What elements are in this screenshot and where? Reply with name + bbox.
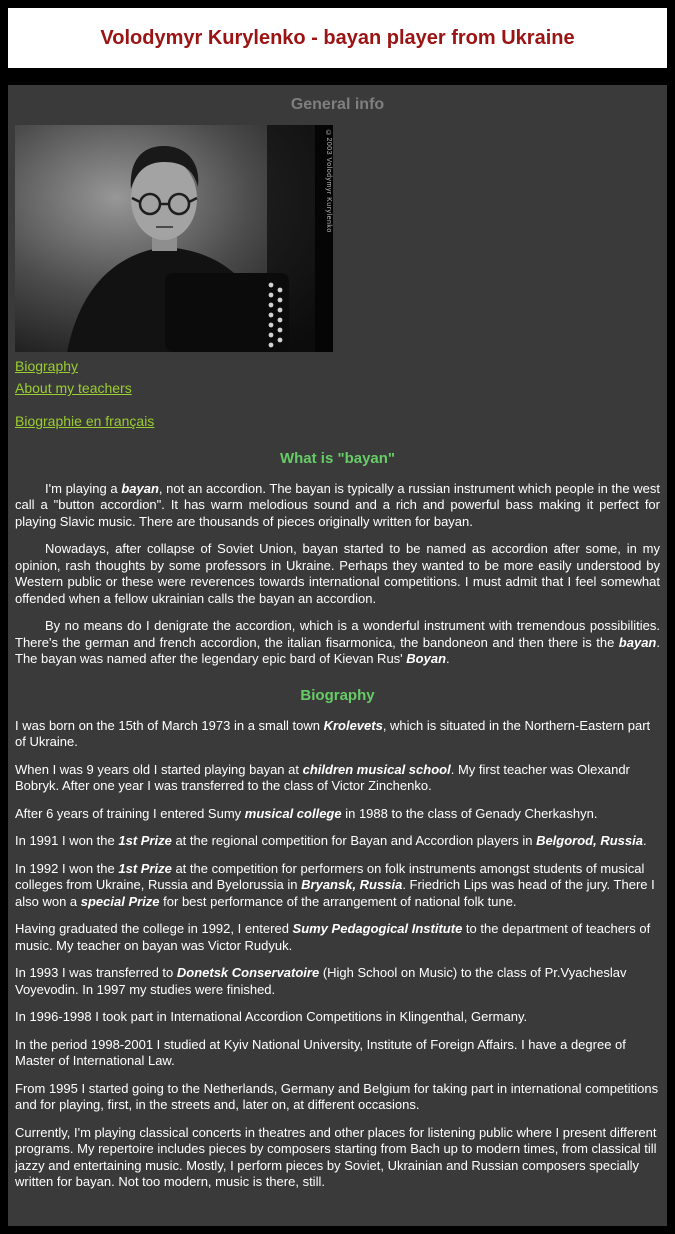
bio-paragraph-11: Currently, I'm playing classical concerts in theatres and other places for listening public where I present different programs. My repertoire includes pieces by composers starting from Bach up to modern times, from classical till jazzy and entertaining music. Mostly, I perform pieces by Soviet, Ukrainian and Russian composers specially written for bayan. Not too modern, music is there, still. [15,1124,657,1190]
main-content [8,85,667,1226]
page-header [8,8,667,68]
bio-paragraph-2: When I was 9 years old I started playing bayan at children musical school. My first teacher was Olexandr Bobryk. After one year I was transferred to the class of Victor Zinchenko. [15,761,630,794]
link-about-my-teachers[interactable]: About my teachers [15,380,132,397]
bio-paragraph-6: Having graduated the college in 1992, I entered Sumy Pedagogical Institute to the department of teachers of music. My teacher on bayan was Victor Rudyuk. [15,921,651,953]
bio-paragraph-3: After 6 years of training I entered Sumy musical college in 1988 to the class of Genady Cherkashyn. [15,805,598,821]
link-biographie-en-francais[interactable]: Biographie en français [15,412,155,429]
bayan-paragraph-2: Nowadays, after collapse of Soviet Union, bayan started to be named as accordion after some, in my opinion, rash thoughts by some professors in Ukraine. Perhaps they wanted to be more easily understood by Western public or these were reverences towards international competitions. I must admit that I feel somewhat offended when a fellow ukrainian calls the bayan an accordion. [15,541,660,606]
photo-copyright: ©2003 Volodymyr Kurylenko [325,130,332,234]
bayan-player-photo-illustration [15,125,333,352]
biography-heading: Biography [300,686,375,704]
what-is-bayan-heading: What is "bayan" [279,449,396,467]
bayan-paragraph-1: I'm playing a bayan, not an accordion. The bayan is typically a russian instrument which people in the west call a "button accordion". It has warm melodious sound and a rich and powerful bass making it perfect for playing Slavic music. There are thousands of pieces originally written for bayan. [15,480,660,529]
bio-paragraph-8: In 1996-1998 I took part in International Accordion Competitions in Klingenthal, Germany. [15,1009,528,1025]
bio-paragraph-4: In 1991 I won the 1st Prize at the regional competition for Bayan and Accordion players in Belgorod, Russia. [15,833,647,849]
bio-paragraph-10: From 1995 I started going to the Netherlands, Germany and Belgium for taking part in international competitions and for playing, first, in the streets and, later on, at different occasions. [15,1080,659,1113]
bayan-paragraph-3: By no means do I denigrate the accordion, which is a wonderful instrument with tremendous possibilities. There's the german and french accordion, the italian fisarmonica, the bandoneon and then there is the bayan. The bayan was named after the legendary epic bard of Kievan Rus' Boyan. [15,618,660,667]
bio-paragraph-5: In 1992 I won the 1st Prize at the competition for performers on folk instruments amongst students of musical colleges from Ukraine, Russia and Byelorussia in Bryansk, Russia. Friedrich Lips was head of the jury. There I also won a special Prize for best performance of the arrangement of national folk tune. [15,860,655,909]
bio-paragraph-1: I was born on the 15th of March 1973 in a small town Krolevets, which is situated in the Northern-Eastern part of Ukraine. [15,717,651,750]
portrait-photo [15,125,333,352]
page-title: Volodymyr Kurylenko - bayan player from Ukraine [100,27,575,49]
link-biography[interactable]: Biography [15,358,79,375]
bio-paragraph-9: In the period 1998-2001 I studied at Kyiv National University, Institute of Foreign Affairs. I have a degree of Master of International Law. [15,1036,626,1069]
general-info-heading: General info [290,96,385,113]
bio-paragraph-7: In 1993 I was transferred to Donetsk Conservatoire (High School on Music) to the class of Pr.Vyacheslav Voyevodin. In 1997 my studies were finished. [15,965,627,997]
